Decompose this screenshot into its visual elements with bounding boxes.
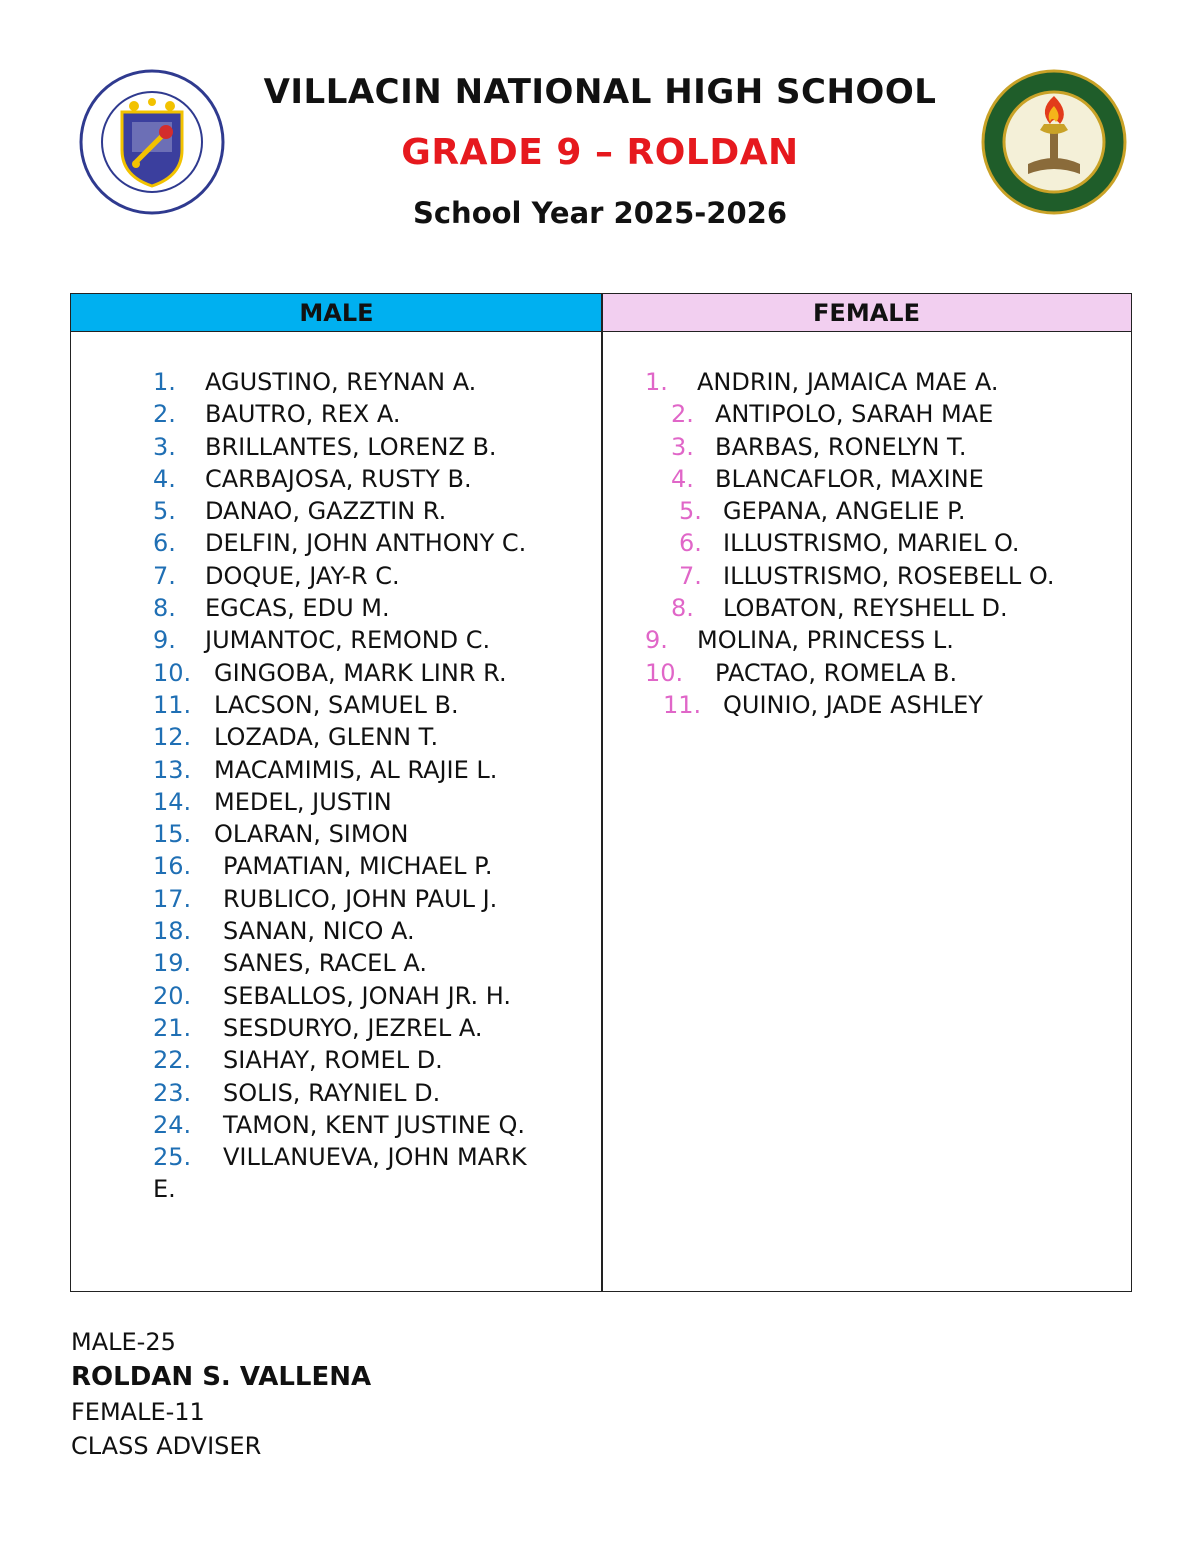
student-name: SOLIS, RAYNIEL D. [223,1078,441,1107]
school-year: School Year 2025-2026 [412,196,788,230]
student-name: SANES, RACEL A. [223,949,427,978]
item-number: 4. [671,464,694,493]
male-column-header: MALE [71,294,602,332]
school-name: VILLACIN NATIONAL HIGH SCHOOL [263,72,937,112]
student-name: VILLANUEVA, JOHN MARK [223,1143,527,1172]
list-item [153,1141,593,1206]
list-item [645,463,1125,495]
list-item [153,1044,593,1076]
list-item [645,560,1125,592]
student-name: ILLUSTRISMO, MARIEL O. [723,529,1020,558]
list-item [153,463,593,495]
list-item [153,624,593,656]
item-number: 3. [153,432,176,461]
student-name: BAUTRO, REX A. [205,400,401,429]
list-item [645,592,1125,624]
list-item [153,818,593,850]
student-name: RUBLICO, JOHN PAUL J. [223,884,498,913]
student-name: LOBATON, REYSHELL D. [723,594,1008,623]
student-name: QUINIO, JADE ASHLEY [723,690,983,719]
list-item [153,431,593,463]
list-item [153,754,593,786]
student-name: GINGOBA, MARK LINR R. [214,658,507,687]
female-count: FEMALE-11 [71,1398,205,1426]
item-number: 8. [671,594,694,623]
list-item [645,495,1125,527]
student-name: MEDEL, JUSTIN [214,787,392,816]
student-name: PACTAO, ROMELA B. [715,658,958,687]
list-item [153,1109,593,1141]
item-number: 17. [153,884,192,913]
student-name-continued: E. [153,1175,176,1204]
list-item [153,883,593,915]
student-name: BRILLANTES, LORENZ B. [205,432,497,461]
item-number: 12. [153,723,192,752]
item-number: 9. [153,626,176,655]
student-name: GEPANA, ANGELIE P. [723,497,966,526]
student-name: JUMANTOC, REMOND C. [205,626,491,655]
item-number: 11. [663,690,702,719]
student-name: PAMATIAN, MICHAEL P. [223,852,493,881]
list-item [645,431,1125,463]
list-item [153,657,593,689]
student-name: LACSON, SAMUEL B. [214,690,459,719]
section-title: GRADE 9 – ROLDAN [401,132,799,173]
column-divider [601,294,603,1291]
student-name: BLANCAFLOR, MAXINE [715,464,984,493]
list-item [153,786,593,818]
student-name: DOQUE, JAY-R C. [205,561,400,590]
item-number: 10. [153,658,192,687]
list-item [153,850,593,882]
adviser-name: ROLDAN S. VALLENA [71,1362,372,1392]
item-number: 1. [153,368,176,396]
list-item [645,624,1125,656]
student-name: ANTIPOLO, SARAH MAE [715,400,994,429]
list-item [645,657,1125,689]
item-number: 18. [153,917,192,946]
item-number: 1. [645,368,668,396]
item-number: 20. [153,981,192,1010]
item-number: 8. [153,594,176,623]
list-item [153,915,593,947]
item-number: 3. [671,432,694,461]
item-number: 16. [153,852,192,881]
list-item [153,689,593,721]
student-name: LOZADA, GLENN T. [214,723,439,752]
student-name: MOLINA, PRINCESS L. [697,626,954,655]
item-number: 25. [153,1143,192,1172]
female-column-header: FEMALE [602,294,1131,332]
student-name: SANAN, NICO A. [223,917,415,946]
item-number: 6. [153,529,176,558]
item-number: 4. [153,464,176,493]
item-number: 23. [153,1078,192,1107]
female-student-list [645,366,1125,721]
item-number: 24. [153,1110,192,1139]
student-name: SEBALLOS, JONAH JR. H. [223,981,511,1010]
student-name: MACAMIMIS, AL RAJIE L. [214,755,498,784]
item-number: 6. [679,529,702,558]
roster-table [70,293,1132,1292]
item-number: 5. [679,497,702,526]
list-item [153,398,593,430]
item-number: 9. [645,626,668,655]
item-number: 10. [645,658,684,687]
student-name: CARBAJOSA, RUSTY B. [205,464,472,493]
list-item [153,366,593,398]
student-name: EGCAS, EDU M. [205,594,390,623]
list-item [153,527,593,559]
male-count: MALE-25 [71,1328,176,1356]
list-item [153,560,593,592]
item-number: 13. [153,755,192,784]
list-item [645,689,1125,721]
item-number: 19. [153,949,192,978]
student-name: DELFIN, JOHN ANTHONY C. [205,529,527,558]
list-item [645,527,1125,559]
list-item [645,366,1125,398]
list-item [153,1012,593,1044]
item-number: 2. [153,400,176,429]
student-name: ILLUSTRISMO, ROSEBELL O. [723,561,1055,590]
item-number: 15. [153,820,192,849]
item-number: 11. [153,690,192,719]
adviser-title: CLASS ADVISER [71,1432,262,1460]
male-student-list [153,366,593,1206]
item-number: 2. [671,400,694,429]
list-item [153,980,593,1012]
list-item [153,592,593,624]
item-number: 14. [153,787,192,816]
item-number: 21. [153,1013,192,1042]
item-number: 7. [153,561,176,590]
student-name: BARBAS, RONELYN T. [715,432,967,461]
student-name: SESDURYO, JEZREL A. [223,1013,483,1042]
list-item [153,1077,593,1109]
student-name: TAMON, KENT JUSTINE Q. [223,1110,526,1139]
student-name: ANDRIN, JAMAICA MAE A. [697,368,999,396]
list-item [153,495,593,527]
student-name: DANAO, GAZZTIN R. [205,497,447,526]
item-number: 7. [679,561,702,590]
list-item [153,947,593,979]
item-number: 22. [153,1046,192,1075]
item-number: 5. [153,497,176,526]
student-name: AGUSTINO, REYNAN A. [205,368,477,396]
student-name: OLARAN, SIMON [214,820,409,849]
list-item [645,398,1125,430]
student-name: SIAHAY, ROMEL D. [223,1046,443,1075]
list-item [153,721,593,753]
